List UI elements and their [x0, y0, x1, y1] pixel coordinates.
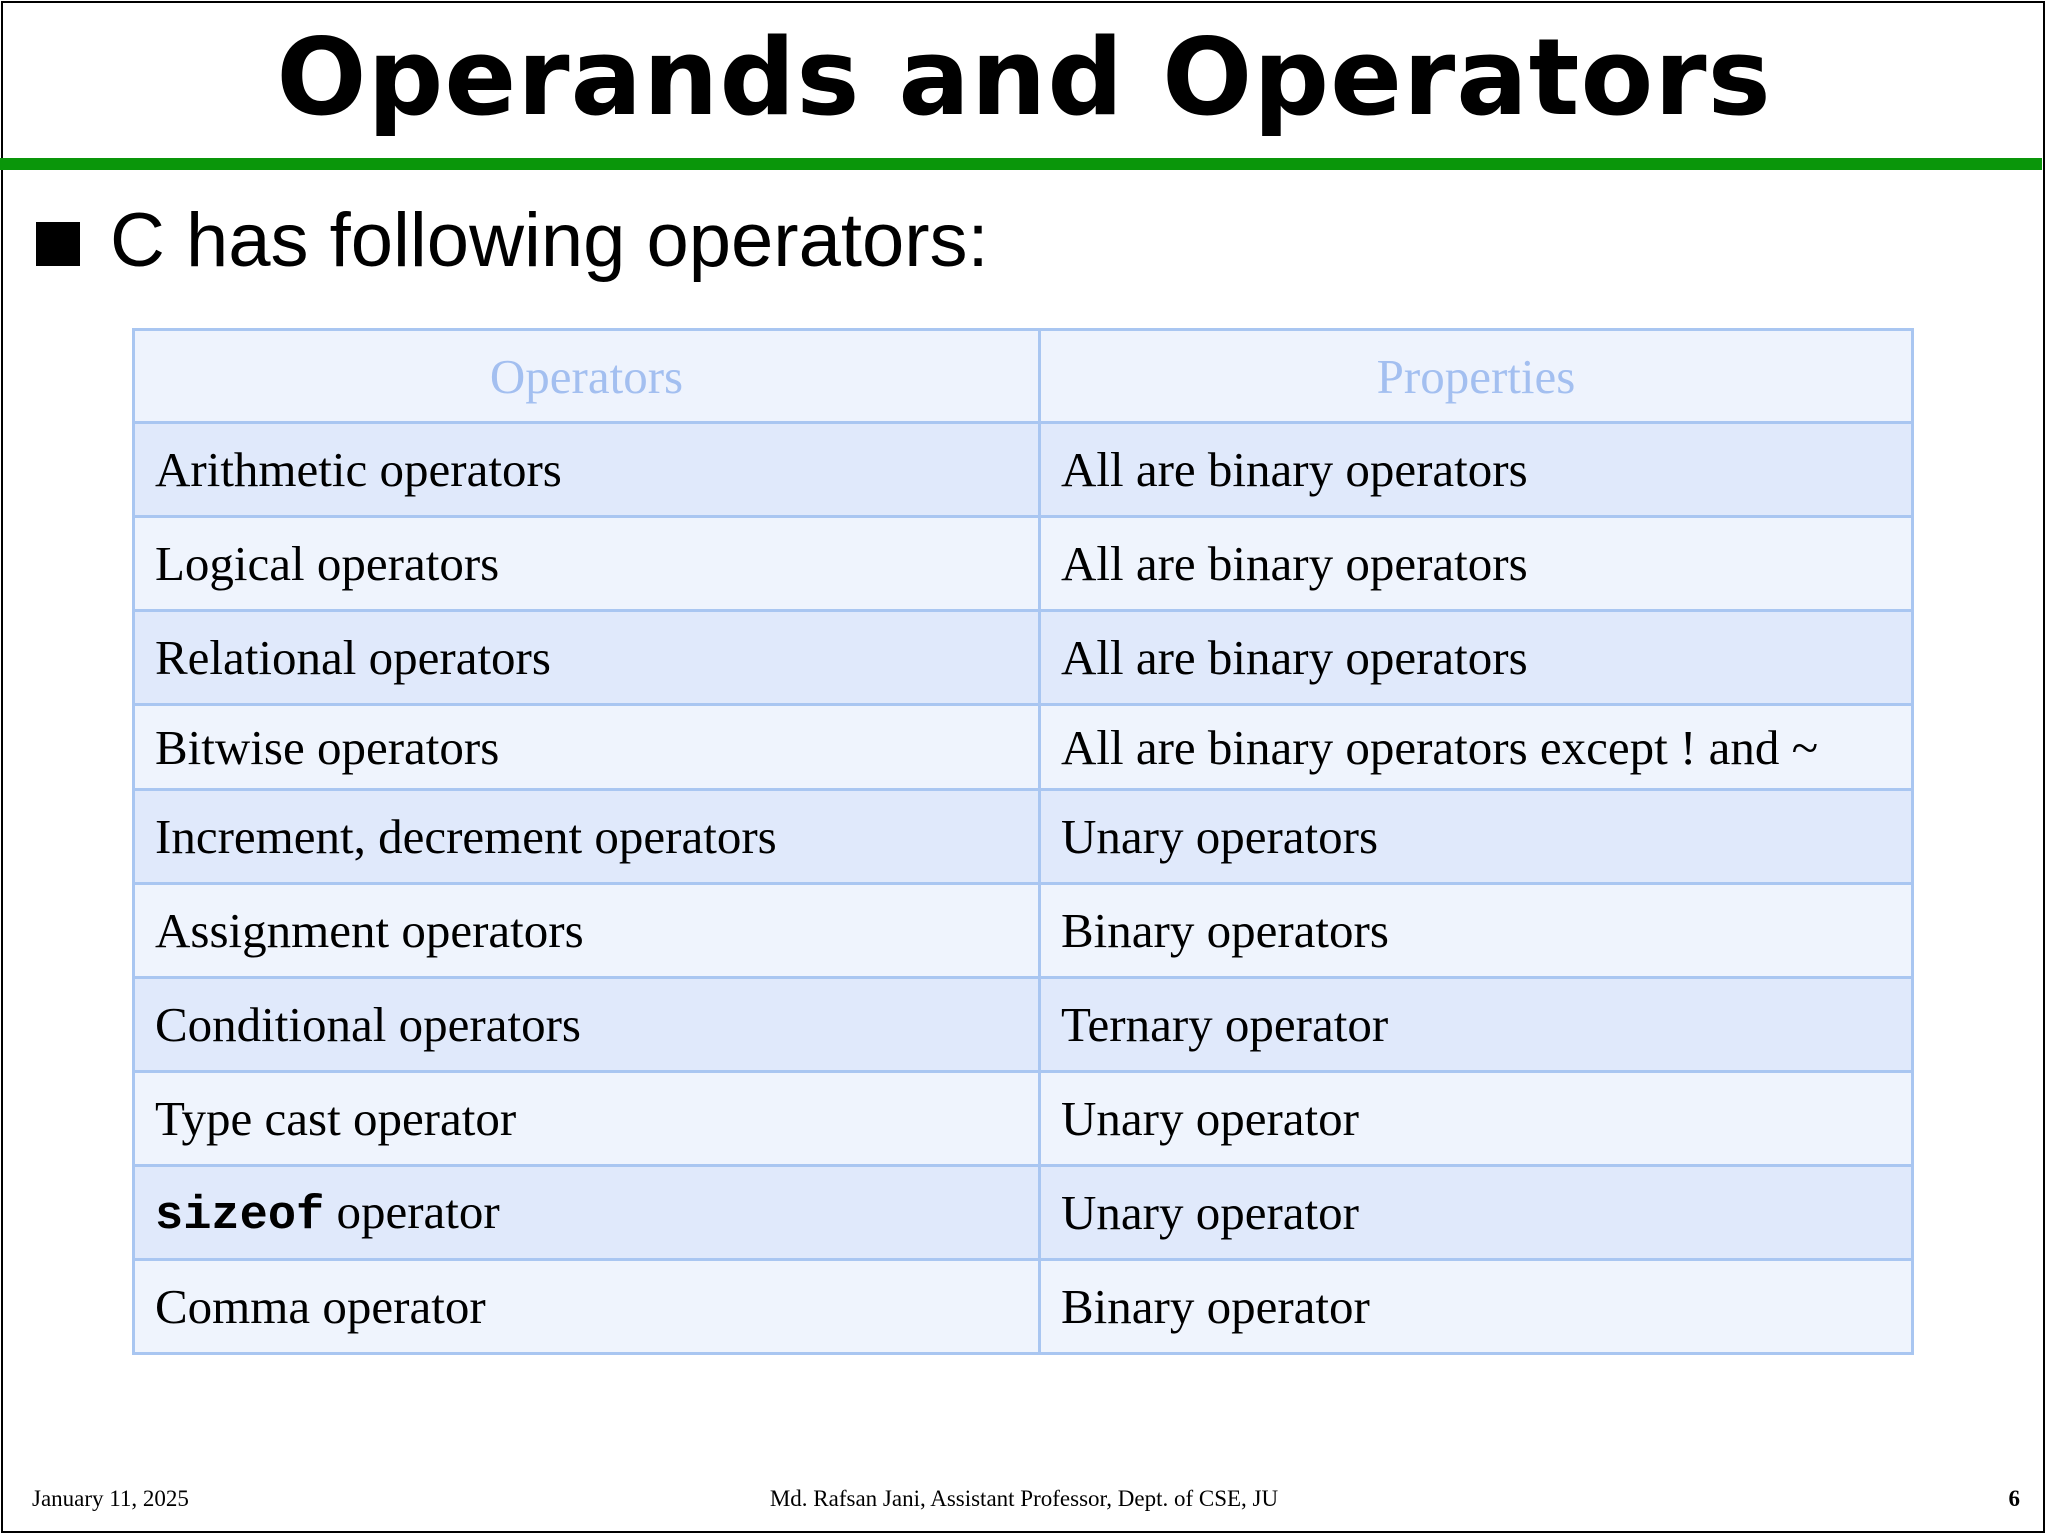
- cell-property: Unary operator: [1040, 1072, 1913, 1166]
- cell-property: Unary operators: [1040, 790, 1913, 884]
- cell-property: All are binary operators except ! and ~: [1040, 705, 1913, 790]
- cell-property: All are binary operators: [1040, 611, 1913, 705]
- table-row: [134, 978, 1913, 1072]
- cell-operator: [134, 1166, 1040, 1260]
- page-number: 6: [2008, 1486, 2020, 1511]
- cell-operator: Comma operator: [134, 1260, 1040, 1354]
- bullet-item: [36, 196, 989, 286]
- table-row: [134, 517, 1913, 611]
- header-operators: Operators: [134, 330, 1040, 423]
- slide-title: Operands and Operators: [276, 16, 1772, 139]
- cell-property: Unary operator: [1040, 1166, 1913, 1260]
- cell-property: Binary operator: [1040, 1260, 1913, 1354]
- cell-property: Binary operators: [1040, 884, 1913, 978]
- cell-property: Ternary operator: [1040, 978, 1913, 1072]
- table-row: [134, 790, 1913, 884]
- table-row: [134, 423, 1913, 517]
- cell-operator: Assignment operators: [134, 884, 1040, 978]
- operators-table: [132, 328, 1914, 1355]
- table-row: [134, 1260, 1913, 1354]
- cell-operator: Increment, decrement operators: [134, 790, 1040, 884]
- table-header-row: [134, 330, 1913, 423]
- cell-operator: Conditional operators: [134, 978, 1040, 1072]
- cell-property: All are binary operators: [1040, 517, 1913, 611]
- bullet-square-icon: [36, 222, 80, 266]
- sizeof-keyword: sizeof: [155, 1189, 325, 1243]
- table-row: [134, 611, 1913, 705]
- table-row: [134, 884, 1913, 978]
- cell-operator: Relational operators: [134, 611, 1040, 705]
- cell-operator: Type cast operator: [134, 1072, 1040, 1166]
- title-divider: [0, 158, 2042, 170]
- cell-property: All are binary operators: [1040, 423, 1913, 517]
- footer-date: January 11, 2025: [32, 1486, 189, 1511]
- table-row: [134, 705, 1913, 790]
- footer-author: Md. Rafsan Jani, Assistant Professor, Dept. of CSE, JU: [769, 1486, 1279, 1511]
- cell-operator: Logical operators: [134, 517, 1040, 611]
- header-properties: Properties: [1040, 330, 1913, 423]
- cell-operator-suffix: operator: [324, 1183, 500, 1239]
- table-row: [134, 1166, 1913, 1260]
- table-row: [134, 1072, 1913, 1166]
- bullet-text: C has following operators:: [110, 198, 989, 283]
- cell-operator: Bitwise operators: [134, 705, 1040, 790]
- cell-operator: Arithmetic operators: [134, 423, 1040, 517]
